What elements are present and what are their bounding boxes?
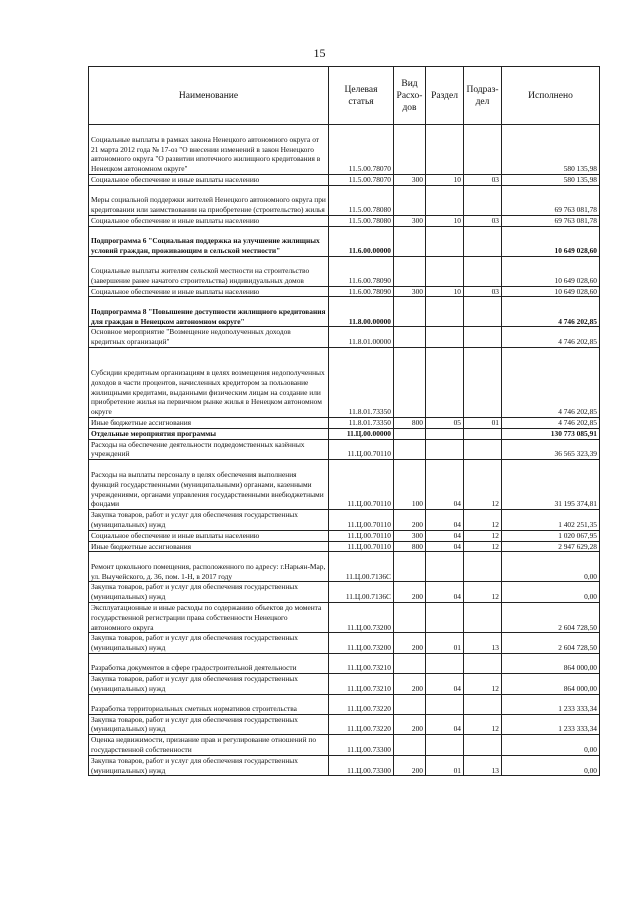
row-name-cell: Закупка товаров, работ и услуг для обеспечения государственных (муниципальных) нужд bbox=[89, 582, 329, 603]
table-row bbox=[89, 226, 600, 256]
table-row bbox=[89, 510, 600, 531]
row-name-cell: Иные бюджетные ассигнования bbox=[89, 541, 329, 552]
table-row bbox=[89, 347, 600, 417]
row-subsection-cell bbox=[464, 735, 502, 756]
table-row bbox=[89, 297, 600, 327]
row-subsection-cell bbox=[464, 347, 502, 417]
table-row bbox=[89, 417, 600, 428]
row-executed-cell: 4 746 202,85 bbox=[502, 327, 600, 348]
row-subsection-cell: 03 bbox=[464, 215, 502, 226]
header-name: Наименование bbox=[89, 67, 329, 125]
row-executed-cell: 31 195 374,81 bbox=[502, 460, 600, 510]
row-section-cell bbox=[426, 653, 464, 673]
row-executed-cell: 2 604 728,50 bbox=[502, 602, 600, 632]
row-subsection-cell: 12 bbox=[464, 460, 502, 510]
row-section-cell bbox=[426, 694, 464, 714]
table-row bbox=[89, 175, 600, 186]
row-name-cell: Социальное обеспечение и иные выплаты населению bbox=[89, 530, 329, 541]
row-section-cell bbox=[426, 125, 464, 175]
header-executed: Исполнено bbox=[502, 67, 600, 125]
row-executed-cell: 580 135,98 bbox=[502, 125, 600, 175]
row-subsection-cell bbox=[464, 602, 502, 632]
row-executed-cell: 0,00 bbox=[502, 735, 600, 756]
row-subsection-cell: 12 bbox=[464, 673, 502, 694]
row-target-article-cell: 11.Ц.00.70110 bbox=[329, 510, 394, 531]
row-target-article-cell: 11.Ц.00.73200 bbox=[329, 633, 394, 654]
row-subsection-cell: 12 bbox=[464, 530, 502, 541]
row-section-cell: 10 bbox=[426, 175, 464, 186]
row-target-article-cell: 11.Ц.00.70110 bbox=[329, 530, 394, 541]
table-row bbox=[89, 653, 600, 673]
row-expense-type-cell bbox=[394, 297, 426, 327]
row-executed-cell: 0,00 bbox=[502, 755, 600, 776]
row-name-cell: Социальные выплаты в рамках закона Ненецкого автономного округа от 21 марта 2012 года № 17-оз "О внесении изменений в закон Ненецкого автономного округа "О развитии ипотечного жилищного кредитования в Ненецком автономном округе" bbox=[89, 125, 329, 175]
row-target-article-cell: 11.Ц.00.70110 bbox=[329, 439, 394, 460]
table-row bbox=[89, 755, 600, 776]
row-subsection-cell: 12 bbox=[464, 714, 502, 735]
table-row bbox=[89, 327, 600, 348]
row-target-article-cell: 11.8.01.00000 bbox=[329, 327, 394, 348]
row-executed-cell: 864 000,00 bbox=[502, 673, 600, 694]
table-row bbox=[89, 541, 600, 552]
row-target-article-cell: 11.Ц.00.70110 bbox=[329, 460, 394, 510]
row-target-article-cell: 11.Ц.00.73210 bbox=[329, 673, 394, 694]
table-row bbox=[89, 582, 600, 603]
row-target-article-cell: 11.8.00.00000 bbox=[329, 297, 394, 327]
row-subsection-cell: 12 bbox=[464, 510, 502, 531]
row-section-cell: 01 bbox=[426, 633, 464, 654]
row-subsection-cell bbox=[464, 185, 502, 215]
row-target-article-cell: 11.5.00.78080 bbox=[329, 185, 394, 215]
row-section-cell: 04 bbox=[426, 714, 464, 735]
row-section-cell: 04 bbox=[426, 510, 464, 531]
row-section-cell: 04 bbox=[426, 541, 464, 552]
row-expense-type-cell bbox=[394, 552, 426, 582]
row-section-cell bbox=[426, 256, 464, 286]
row-target-article-cell: 11.6.00.78090 bbox=[329, 256, 394, 286]
row-subsection-cell: 13 bbox=[464, 633, 502, 654]
row-expense-type-cell: 800 bbox=[394, 541, 426, 552]
row-expense-type-cell bbox=[394, 185, 426, 215]
row-name-cell: Отдельные мероприятия программы bbox=[89, 428, 329, 439]
row-target-article-cell: 11.Ц.00.70110 bbox=[329, 541, 394, 552]
row-expense-type-cell bbox=[394, 256, 426, 286]
row-section-cell: 04 bbox=[426, 582, 464, 603]
row-name-cell: Оценка недвижимости, признание прав и регулирование отношений по государственной собственности bbox=[89, 735, 329, 756]
row-executed-cell: 2 947 629,28 bbox=[502, 541, 600, 552]
table-row bbox=[89, 428, 600, 439]
row-target-article-cell: 11.Ц.00.73210 bbox=[329, 653, 394, 673]
row-target-article-cell: 11.Ц.00.73220 bbox=[329, 714, 394, 735]
row-section-cell bbox=[426, 185, 464, 215]
row-subsection-cell bbox=[464, 226, 502, 256]
row-subsection-cell bbox=[464, 552, 502, 582]
row-executed-cell: 0,00 bbox=[502, 552, 600, 582]
table-body bbox=[89, 125, 600, 776]
row-executed-cell: 4 746 202,85 bbox=[502, 417, 600, 428]
row-executed-cell: 10 649 028,60 bbox=[502, 226, 600, 256]
row-name-cell: Эксплуатационные и иные расходы по содержанию объектов до момента государственной регистрации права собственности Ненецкого автономного округа bbox=[89, 602, 329, 632]
row-name-cell: Разработка документов в сфере градостроительной деятельности bbox=[89, 653, 329, 673]
row-section-cell: 04 bbox=[426, 530, 464, 541]
row-expense-type-cell: 300 bbox=[394, 215, 426, 226]
row-name-cell: Подпрограмма 6 "Социальная поддержка на улучшение жилищных условий граждан, проживающим в сельской местности" bbox=[89, 226, 329, 256]
header-section: Раздел bbox=[426, 67, 464, 125]
row-subsection-cell: 01 bbox=[464, 417, 502, 428]
row-name-cell: Закупка товаров, работ и услуг для обеспечения государственных (муниципальных) нужд bbox=[89, 755, 329, 776]
row-target-article-cell: 11.8.01.73350 bbox=[329, 417, 394, 428]
row-expense-type-cell: 200 bbox=[394, 510, 426, 531]
row-executed-cell: 580 135,98 bbox=[502, 175, 600, 186]
table-row bbox=[89, 256, 600, 286]
table-row bbox=[89, 735, 600, 756]
row-subsection-cell: 13 bbox=[464, 755, 502, 776]
row-name-cell: Подпрограмма 8 "Повышение доступности жилищного кредитования для граждан в Ненецком автономном округе" bbox=[89, 297, 329, 327]
row-section-cell bbox=[426, 297, 464, 327]
row-executed-cell: 2 604 728,50 bbox=[502, 633, 600, 654]
row-section-cell: 04 bbox=[426, 673, 464, 694]
row-name-cell: Социальное обеспечение и иные выплаты населению bbox=[89, 175, 329, 186]
row-expense-type-cell: 800 bbox=[394, 417, 426, 428]
table-row bbox=[89, 714, 600, 735]
row-target-article-cell: 11.6.00.78090 bbox=[329, 286, 394, 297]
header-target-article: Целевая статья bbox=[329, 67, 394, 125]
row-executed-cell: 1 402 251,35 bbox=[502, 510, 600, 531]
row-executed-cell: 36 565 323,39 bbox=[502, 439, 600, 460]
row-expense-type-cell: 300 bbox=[394, 175, 426, 186]
row-section-cell bbox=[426, 735, 464, 756]
row-target-article-cell: 11.Ц.00.73300 bbox=[329, 735, 394, 756]
row-target-article-cell: 11.8.01.73350 bbox=[329, 347, 394, 417]
header-subsection: Подраз- дел bbox=[464, 67, 502, 125]
row-subsection-cell bbox=[464, 125, 502, 175]
row-subsection-cell: 03 bbox=[464, 175, 502, 186]
row-subsection-cell bbox=[464, 256, 502, 286]
row-expense-type-cell: 200 bbox=[394, 633, 426, 654]
table-row bbox=[89, 552, 600, 582]
row-target-article-cell: 11.Ц.00.73200 bbox=[329, 602, 394, 632]
table-row bbox=[89, 125, 600, 175]
row-name-cell: Закупка товаров, работ и услуг для обеспечения государственных (муниципальных) нужд bbox=[89, 510, 329, 531]
row-target-article-cell: 11.5.00.78070 bbox=[329, 175, 394, 186]
table-row bbox=[89, 439, 600, 460]
row-name-cell: Социальные выплаты жителям сельской местности на строительство (завершение ранее начатого строительства) индивидуальных домов bbox=[89, 256, 329, 286]
table-row bbox=[89, 694, 600, 714]
row-name-cell: Субсидии кредитным организациям в целях возмещения недополученных доходов в части процентов, начисленных кредитором за пользование жилищными кредитами, выданными физическим лицам на создание или приобретение жилья на первичном рынке жилья в Ненецком автономном округе bbox=[89, 347, 329, 417]
row-subsection-cell bbox=[464, 653, 502, 673]
row-expense-type-cell bbox=[394, 226, 426, 256]
row-expense-type-cell: 100 bbox=[394, 460, 426, 510]
table-row bbox=[89, 460, 600, 510]
row-expense-type-cell: 200 bbox=[394, 714, 426, 735]
row-target-article-cell: 11.Ц.00.73220 bbox=[329, 694, 394, 714]
row-executed-cell: 10 649 028,60 bbox=[502, 256, 600, 286]
row-subsection-cell: 12 bbox=[464, 582, 502, 603]
row-section-cell: 04 bbox=[426, 460, 464, 510]
row-expense-type-cell bbox=[394, 439, 426, 460]
row-expense-type-cell bbox=[394, 347, 426, 417]
row-executed-cell: 864 000,00 bbox=[502, 653, 600, 673]
row-executed-cell: 0,00 bbox=[502, 582, 600, 603]
row-target-article-cell: 11.Ц.00.7136С bbox=[329, 552, 394, 582]
row-section-cell: 01 bbox=[426, 755, 464, 776]
row-name-cell: Основное мероприятие "Возмещение недополученных доходов кредитных организаций" bbox=[89, 327, 329, 348]
row-target-article-cell: 11.Ц.00.00000 bbox=[329, 428, 394, 439]
row-executed-cell: 69 763 081,78 bbox=[502, 185, 600, 215]
row-subsection-cell bbox=[464, 428, 502, 439]
row-expense-type-cell bbox=[394, 327, 426, 348]
row-target-article-cell: 11.5.00.78070 bbox=[329, 125, 394, 175]
row-section-cell bbox=[426, 347, 464, 417]
row-target-article-cell: 11.Ц.00.73300 bbox=[329, 755, 394, 776]
table-row bbox=[89, 530, 600, 541]
row-section-cell: 05 bbox=[426, 417, 464, 428]
row-name-cell: Социальное обеспечение и иные выплаты населению bbox=[89, 215, 329, 226]
row-subsection-cell bbox=[464, 694, 502, 714]
header-expense-type: Вид Расхо- дов bbox=[394, 67, 426, 125]
row-expense-type-cell bbox=[394, 735, 426, 756]
row-section-cell bbox=[426, 327, 464, 348]
row-subsection-cell bbox=[464, 327, 502, 348]
row-expense-type-cell: 200 bbox=[394, 755, 426, 776]
row-name-cell: Расходы на выплаты персоналу в целях обеспечения выполнения функций государственными (муниципальными) органами, казенными учреждениями, органами управления государственными внебюджетными фондами bbox=[89, 460, 329, 510]
table-row bbox=[89, 673, 600, 694]
row-expense-type-cell bbox=[394, 428, 426, 439]
page-number: 15 bbox=[313, 46, 326, 60]
table-header-row bbox=[89, 67, 600, 125]
row-expense-type-cell bbox=[394, 653, 426, 673]
row-section-cell bbox=[426, 428, 464, 439]
row-expense-type-cell: 300 bbox=[394, 530, 426, 541]
row-executed-cell: 4 746 202,85 bbox=[502, 347, 600, 417]
row-section-cell bbox=[426, 439, 464, 460]
row-subsection-cell: 12 bbox=[464, 541, 502, 552]
row-target-article-cell: 11.5.00.78080 bbox=[329, 215, 394, 226]
budget-execution-table bbox=[88, 66, 600, 776]
table-row bbox=[89, 185, 600, 215]
row-section-cell: 10 bbox=[426, 286, 464, 297]
row-name-cell: Закупка товаров, работ и услуг для обеспечения государственных (муниципальных) нужд bbox=[89, 633, 329, 654]
row-executed-cell: 10 649 028,60 bbox=[502, 286, 600, 297]
row-expense-type-cell: 200 bbox=[394, 582, 426, 603]
row-expense-type-cell: 300 bbox=[394, 286, 426, 297]
row-expense-type-cell bbox=[394, 694, 426, 714]
row-executed-cell: 4 746 202,85 bbox=[502, 297, 600, 327]
row-section-cell: 10 bbox=[426, 215, 464, 226]
table-row bbox=[89, 602, 600, 632]
row-executed-cell: 1 233 333,34 bbox=[502, 714, 600, 735]
row-name-cell: Расходы на обеспечение деятельности подведомственных казённых учреждений bbox=[89, 439, 329, 460]
row-section-cell bbox=[426, 552, 464, 582]
row-subsection-cell bbox=[464, 439, 502, 460]
row-subsection-cell bbox=[464, 297, 502, 327]
row-name-cell: Иные бюджетные ассигнования bbox=[89, 417, 329, 428]
table-row bbox=[89, 286, 600, 297]
row-executed-cell: 69 763 081,78 bbox=[502, 215, 600, 226]
row-subsection-cell: 03 bbox=[464, 286, 502, 297]
row-target-article-cell: 11.Ц.00.7136С bbox=[329, 582, 394, 603]
row-expense-type-cell bbox=[394, 125, 426, 175]
row-expense-type-cell: 200 bbox=[394, 673, 426, 694]
row-target-article-cell: 11.6.00.00000 bbox=[329, 226, 394, 256]
row-expense-type-cell bbox=[394, 602, 426, 632]
row-name-cell: Разработка территориальных сметных нормативов строительства bbox=[89, 694, 329, 714]
row-executed-cell: 1 020 067,95 bbox=[502, 530, 600, 541]
row-executed-cell: 1 233 333,34 bbox=[502, 694, 600, 714]
table-row bbox=[89, 215, 600, 226]
row-name-cell: Ремонт цокольного помещения, расположенного по адресу: г.Нарьян-Мар, ул. Выучейского, д. 36, пом. 1-Н, в 2017 году bbox=[89, 552, 329, 582]
row-name-cell: Социальное обеспечение и иные выплаты населению bbox=[89, 286, 329, 297]
row-section-cell bbox=[426, 226, 464, 256]
row-section-cell bbox=[426, 602, 464, 632]
row-name-cell: Закупка товаров, работ и услуг для обеспечения государственных (муниципальных) нужд bbox=[89, 714, 329, 735]
row-name-cell: Меры социальной поддержки жителей Ненецкого автономного округа при кредитовании или заимствовании на приобретение (строительство) жилья bbox=[89, 185, 329, 215]
row-name-cell: Закупка товаров, работ и услуг для обеспечения государственных (муниципальных) нужд bbox=[89, 673, 329, 694]
table-row bbox=[89, 633, 600, 654]
row-executed-cell: 130 773 085,91 bbox=[502, 428, 600, 439]
